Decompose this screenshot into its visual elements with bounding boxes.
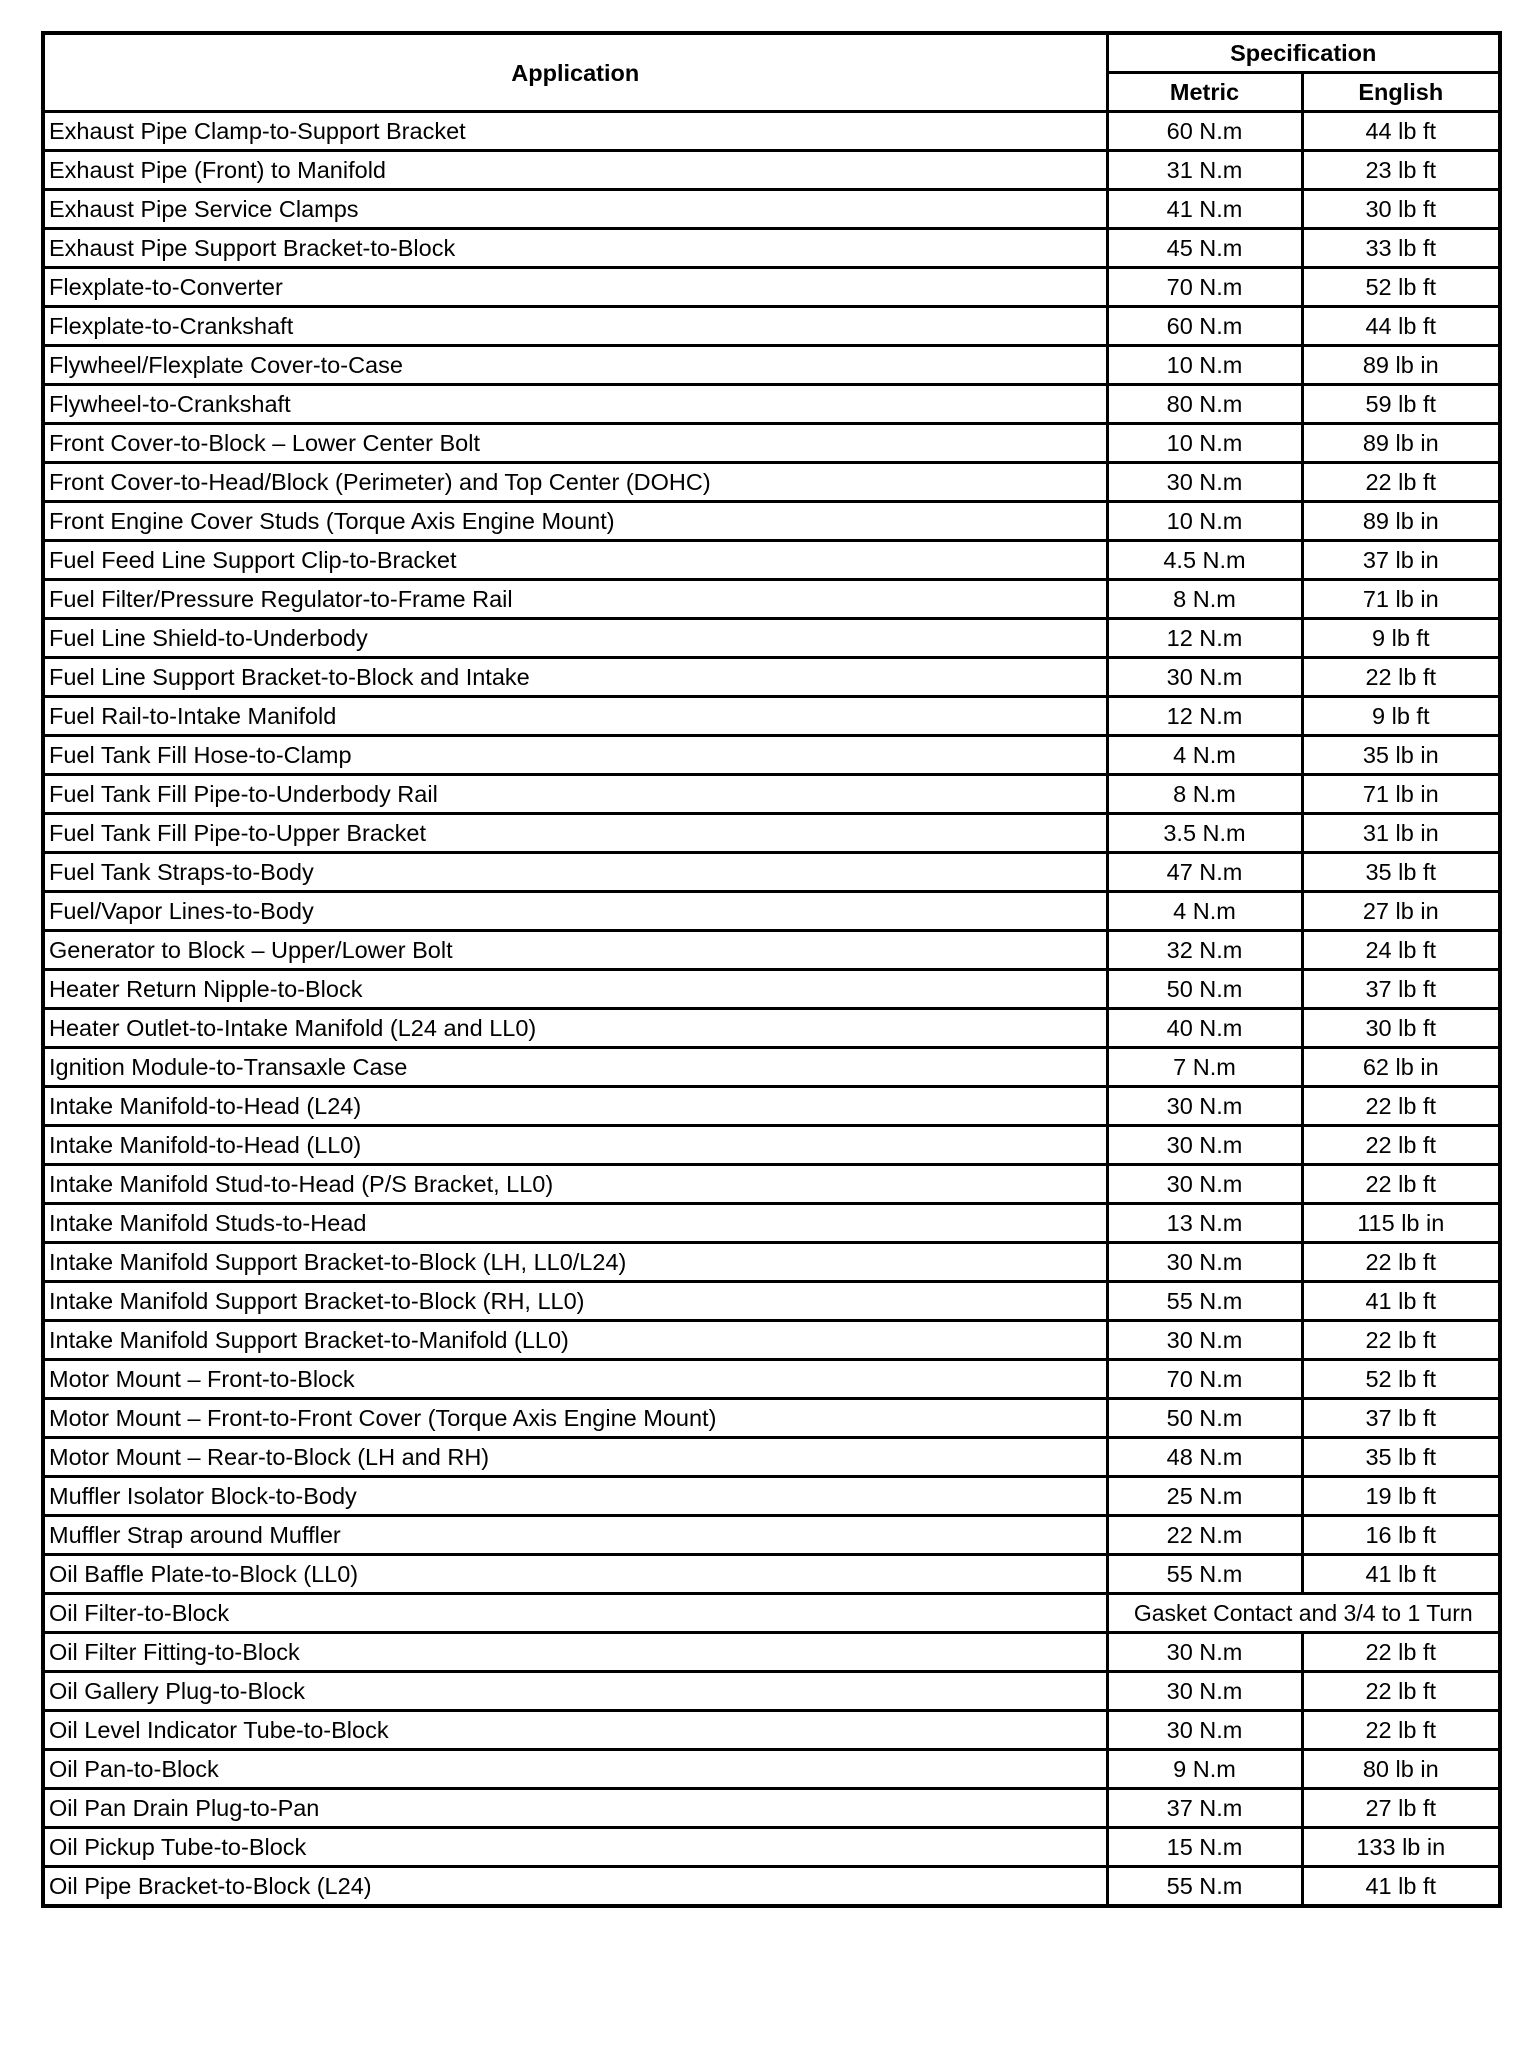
metric-cell: 10 N.m	[1107, 424, 1302, 463]
application-cell: Intake Manifold Support Bracket-to-Manifold (LL0)	[43, 1321, 1107, 1360]
table-row	[43, 502, 1500, 541]
metric-cell: 50 N.m	[1107, 1399, 1302, 1438]
english-cell: 22 lb ft	[1302, 1126, 1500, 1165]
metric-cell: 25 N.m	[1107, 1477, 1302, 1516]
english-cell: 89 lb in	[1302, 502, 1500, 541]
english-cell: 22 lb ft	[1302, 1165, 1500, 1204]
english-cell: 35 lb ft	[1302, 853, 1500, 892]
table-row	[43, 1633, 1500, 1672]
metric-cell: 30 N.m	[1107, 1711, 1302, 1750]
metric-cell: 13 N.m	[1107, 1204, 1302, 1243]
english-cell: 41 lb ft	[1302, 1555, 1500, 1594]
english-cell: 22 lb ft	[1302, 1243, 1500, 1282]
application-cell: Intake Manifold Support Bracket-to-Block (RH, LL0)	[43, 1282, 1107, 1321]
application-cell: Oil Pickup Tube-to-Block	[43, 1828, 1107, 1867]
english-cell: 59 lb ft	[1302, 385, 1500, 424]
table-row	[43, 1165, 1500, 1204]
table-row	[43, 775, 1500, 814]
application-cell: Muffler Strap around Muffler	[43, 1516, 1107, 1555]
english-cell: 22 lb ft	[1302, 1087, 1500, 1126]
metric-cell: 55 N.m	[1107, 1555, 1302, 1594]
english-cell: 44 lb ft	[1302, 307, 1500, 346]
table-row	[43, 1594, 1500, 1633]
metric-cell: 30 N.m	[1107, 463, 1302, 502]
application-cell: Generator to Block – Upper/Lower Bolt	[43, 931, 1107, 970]
metric-cell: 30 N.m	[1107, 1321, 1302, 1360]
table-row	[43, 853, 1500, 892]
application-cell: Flexplate-to-Converter	[43, 268, 1107, 307]
english-cell: 27 lb in	[1302, 892, 1500, 931]
table-row	[43, 307, 1500, 346]
metric-cell: 10 N.m	[1107, 502, 1302, 541]
specification-cell: Gasket Contact and 3/4 to 1 Turn	[1107, 1594, 1500, 1633]
application-cell: Motor Mount – Rear-to-Block (LH and RH)	[43, 1438, 1107, 1477]
table-row	[43, 580, 1500, 619]
table-row	[43, 268, 1500, 307]
table-row	[43, 1711, 1500, 1750]
table-row	[43, 1126, 1500, 1165]
table-row	[43, 1399, 1500, 1438]
application-cell: Exhaust Pipe Support Bracket-to-Block	[43, 229, 1107, 268]
table-row	[43, 385, 1500, 424]
application-cell: Front Cover-to-Head/Block (Perimeter) and Top Center (DOHC)	[43, 463, 1107, 502]
english-cell: 16 lb ft	[1302, 1516, 1500, 1555]
metric-cell: 60 N.m	[1107, 307, 1302, 346]
english-cell: 22 lb ft	[1302, 463, 1500, 502]
table-row	[43, 229, 1500, 268]
table-row	[43, 1048, 1500, 1087]
table-row	[43, 1516, 1500, 1555]
metric-cell: 45 N.m	[1107, 229, 1302, 268]
application-cell: Oil Pan-to-Block	[43, 1750, 1107, 1789]
english-cell: 37 lb ft	[1302, 970, 1500, 1009]
metric-cell: 30 N.m	[1107, 1243, 1302, 1282]
table-row	[43, 697, 1500, 736]
metric-cell: 47 N.m	[1107, 853, 1302, 892]
table-row	[43, 1360, 1500, 1399]
header-row-top	[43, 33, 1500, 73]
metric-cell: 8 N.m	[1107, 580, 1302, 619]
application-cell: Exhaust Pipe (Front) to Manifold	[43, 151, 1107, 190]
english-cell: 22 lb ft	[1302, 1321, 1500, 1360]
table-row	[43, 1555, 1500, 1594]
application-cell: Fuel Filter/Pressure Regulator-to-Frame Rail	[43, 580, 1107, 619]
application-cell: Heater Outlet-to-Intake Manifold (L24 and LL0)	[43, 1009, 1107, 1048]
metric-cell: 3.5 N.m	[1107, 814, 1302, 853]
english-cell: 27 lb ft	[1302, 1789, 1500, 1828]
english-cell: 35 lb in	[1302, 736, 1500, 775]
metric-cell: 30 N.m	[1107, 1672, 1302, 1711]
application-cell: Intake Manifold Studs-to-Head	[43, 1204, 1107, 1243]
application-cell: Intake Manifold-to-Head (L24)	[43, 1087, 1107, 1126]
table-row	[43, 658, 1500, 697]
metric-cell: 55 N.m	[1107, 1867, 1302, 1907]
application-cell: Oil Pan Drain Plug-to-Pan	[43, 1789, 1107, 1828]
application-cell: Muffler Isolator Block-to-Body	[43, 1477, 1107, 1516]
english-cell: 23 lb ft	[1302, 151, 1500, 190]
table-row	[43, 1282, 1500, 1321]
metric-cell: 8 N.m	[1107, 775, 1302, 814]
table-row	[43, 424, 1500, 463]
english-cell: 35 lb ft	[1302, 1438, 1500, 1477]
english-cell: 115 lb in	[1302, 1204, 1500, 1243]
metric-cell: 30 N.m	[1107, 1087, 1302, 1126]
english-cell: 89 lb in	[1302, 424, 1500, 463]
application-cell: Fuel Feed Line Support Clip-to-Bracket	[43, 541, 1107, 580]
application-cell: Intake Manifold Stud-to-Head (P/S Bracket, LL0)	[43, 1165, 1107, 1204]
table-row	[43, 151, 1500, 190]
application-cell: Fuel Tank Straps-to-Body	[43, 853, 1107, 892]
metric-cell: 4 N.m	[1107, 892, 1302, 931]
metric-cell: 30 N.m	[1107, 658, 1302, 697]
table-row	[43, 112, 1500, 151]
english-cell: 22 lb ft	[1302, 1711, 1500, 1750]
english-cell: 71 lb in	[1302, 775, 1500, 814]
table-row	[43, 970, 1500, 1009]
application-cell: Oil Pipe Bracket-to-Block (L24)	[43, 1867, 1107, 1907]
english-cell: 62 lb in	[1302, 1048, 1500, 1087]
metric-cell: 40 N.m	[1107, 1009, 1302, 1048]
table-row	[43, 814, 1500, 853]
table-row	[43, 346, 1500, 385]
table-row	[43, 1477, 1500, 1516]
metric-cell: 30 N.m	[1107, 1633, 1302, 1672]
application-cell: Fuel Line Support Bracket-to-Block and Intake	[43, 658, 1107, 697]
english-header: English	[1302, 73, 1500, 112]
english-cell: 52 lb ft	[1302, 1360, 1500, 1399]
metric-cell: 70 N.m	[1107, 1360, 1302, 1399]
english-cell: 22 lb ft	[1302, 1633, 1500, 1672]
metric-cell: 80 N.m	[1107, 385, 1302, 424]
english-cell: 37 lb in	[1302, 541, 1500, 580]
table-row	[43, 1243, 1500, 1282]
table-row	[43, 1672, 1500, 1711]
metric-cell: 60 N.m	[1107, 112, 1302, 151]
english-cell: 89 lb in	[1302, 346, 1500, 385]
table-row	[43, 1750, 1500, 1789]
metric-cell: 30 N.m	[1107, 1165, 1302, 1204]
application-header: Application	[43, 33, 1107, 112]
torque-spec-table	[41, 31, 1502, 1908]
english-cell: 30 lb ft	[1302, 190, 1500, 229]
table-row	[43, 1867, 1500, 1907]
application-cell: Motor Mount – Front-to-Block	[43, 1360, 1107, 1399]
metric-cell: 10 N.m	[1107, 346, 1302, 385]
application-cell: Oil Filter-to-Block	[43, 1594, 1107, 1633]
application-cell: Fuel/Vapor Lines-to-Body	[43, 892, 1107, 931]
metric-cell: 4.5 N.m	[1107, 541, 1302, 580]
table-row	[43, 1321, 1500, 1360]
application-cell: Oil Baffle Plate-to-Block (LL0)	[43, 1555, 1107, 1594]
metric-cell: 9 N.m	[1107, 1750, 1302, 1789]
table-row	[43, 736, 1500, 775]
table-header	[43, 33, 1500, 112]
metric-cell: 31 N.m	[1107, 151, 1302, 190]
english-cell: 80 lb in	[1302, 1750, 1500, 1789]
table-row	[43, 1789, 1500, 1828]
application-cell: Oil Gallery Plug-to-Block	[43, 1672, 1107, 1711]
english-cell: 133 lb in	[1302, 1828, 1500, 1867]
application-cell: Flywheel-to-Crankshaft	[43, 385, 1107, 424]
metric-cell: 41 N.m	[1107, 190, 1302, 229]
table-row	[43, 1438, 1500, 1477]
application-cell: Intake Manifold-to-Head (LL0)	[43, 1126, 1107, 1165]
english-cell: 22 lb ft	[1302, 1672, 1500, 1711]
english-cell: 33 lb ft	[1302, 229, 1500, 268]
metric-header: Metric	[1107, 73, 1302, 112]
english-cell: 9 lb ft	[1302, 619, 1500, 658]
application-cell: Fuel Rail-to-Intake Manifold	[43, 697, 1107, 736]
english-cell: 71 lb in	[1302, 580, 1500, 619]
english-cell: 31 lb in	[1302, 814, 1500, 853]
table-row	[43, 190, 1500, 229]
metric-cell: 70 N.m	[1107, 268, 1302, 307]
english-cell: 19 lb ft	[1302, 1477, 1500, 1516]
application-cell: Oil Filter Fitting-to-Block	[43, 1633, 1107, 1672]
table-row	[43, 541, 1500, 580]
english-cell: 52 lb ft	[1302, 268, 1500, 307]
metric-cell: 15 N.m	[1107, 1828, 1302, 1867]
table-row	[43, 931, 1500, 970]
english-cell: 30 lb ft	[1302, 1009, 1500, 1048]
application-cell: Front Engine Cover Studs (Torque Axis Engine Mount)	[43, 502, 1107, 541]
metric-cell: 55 N.m	[1107, 1282, 1302, 1321]
metric-cell: 22 N.m	[1107, 1516, 1302, 1555]
application-cell: Fuel Tank Fill Hose-to-Clamp	[43, 736, 1107, 775]
application-cell: Oil Level Indicator Tube-to-Block	[43, 1711, 1107, 1750]
table-row	[43, 1204, 1500, 1243]
application-cell: Heater Return Nipple-to-Block	[43, 970, 1107, 1009]
english-cell: 24 lb ft	[1302, 931, 1500, 970]
application-cell: Motor Mount – Front-to-Front Cover (Torque Axis Engine Mount)	[43, 1399, 1107, 1438]
metric-cell: 7 N.m	[1107, 1048, 1302, 1087]
english-cell: 44 lb ft	[1302, 112, 1500, 151]
application-cell: Ignition Module-to-Transaxle Case	[43, 1048, 1107, 1087]
application-cell: Flywheel/Flexplate Cover-to-Case	[43, 346, 1107, 385]
metric-cell: 30 N.m	[1107, 1126, 1302, 1165]
english-cell: 37 lb ft	[1302, 1399, 1500, 1438]
metric-cell: 32 N.m	[1107, 931, 1302, 970]
table-row	[43, 892, 1500, 931]
table-row	[43, 1087, 1500, 1126]
application-cell: Flexplate-to-Crankshaft	[43, 307, 1107, 346]
application-cell: Exhaust Pipe Service Clamps	[43, 190, 1107, 229]
english-cell: 22 lb ft	[1302, 658, 1500, 697]
english-cell: 41 lb ft	[1302, 1867, 1500, 1907]
metric-cell: 37 N.m	[1107, 1789, 1302, 1828]
english-cell: 41 lb ft	[1302, 1282, 1500, 1321]
table-body	[43, 112, 1500, 1907]
table-row	[43, 463, 1500, 502]
table-row	[43, 1009, 1500, 1048]
metric-cell: 50 N.m	[1107, 970, 1302, 1009]
application-cell: Front Cover-to-Block – Lower Center Bolt	[43, 424, 1107, 463]
application-cell: Fuel Tank Fill Pipe-to-Underbody Rail	[43, 775, 1107, 814]
english-cell: 9 lb ft	[1302, 697, 1500, 736]
metric-cell: 12 N.m	[1107, 697, 1302, 736]
metric-cell: 4 N.m	[1107, 736, 1302, 775]
metric-cell: 12 N.m	[1107, 619, 1302, 658]
application-cell: Exhaust Pipe Clamp-to-Support Bracket	[43, 112, 1107, 151]
table-row	[43, 1828, 1500, 1867]
specification-header: Specification	[1107, 33, 1500, 73]
application-cell: Intake Manifold Support Bracket-to-Block (LH, LL0/L24)	[43, 1243, 1107, 1282]
application-cell: Fuel Line Shield-to-Underbody	[43, 619, 1107, 658]
table-row	[43, 619, 1500, 658]
metric-cell: 48 N.m	[1107, 1438, 1302, 1477]
application-cell: Fuel Tank Fill Pipe-to-Upper Bracket	[43, 814, 1107, 853]
